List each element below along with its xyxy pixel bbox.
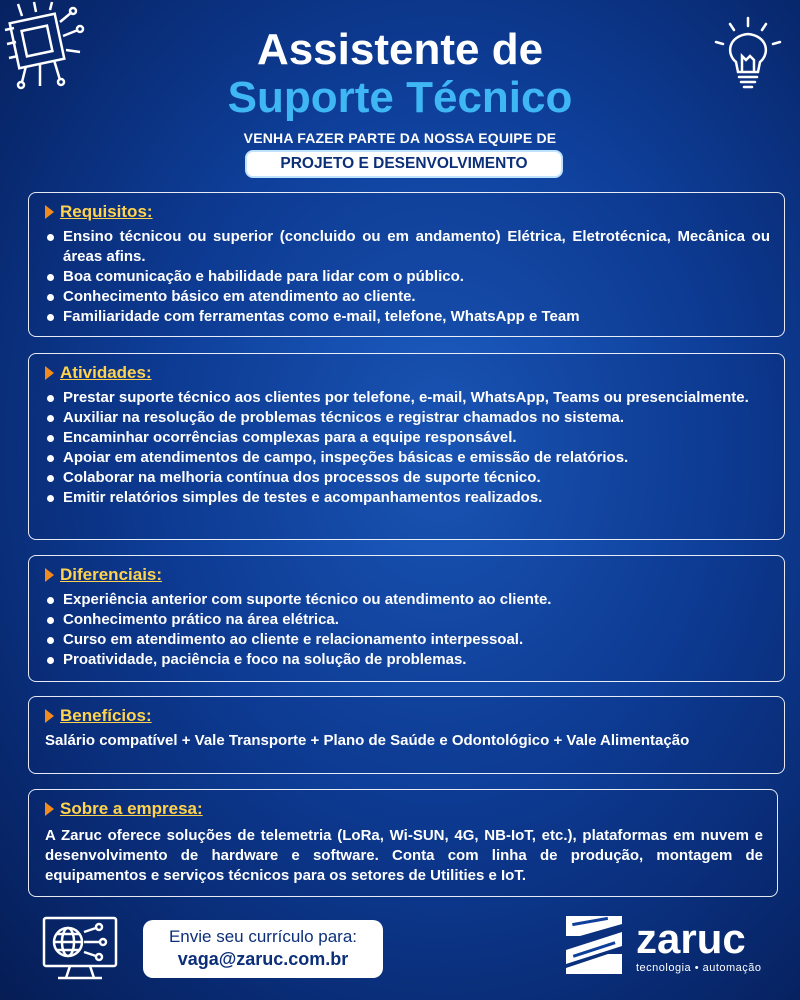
section-title: Diferenciais: bbox=[60, 565, 163, 584]
list-item: Ensino técnicou ou superior (concluido ou em andamento) Elétrica, Eletrotécnica, Mecânica ou áreas afins. bbox=[45, 227, 770, 267]
brand-name: zaruc bbox=[636, 915, 746, 962]
subtitle: VENHA FAZER PARTE DA NOSSA EQUIPE DE bbox=[243, 130, 557, 146]
benefits-text: Salário compatível + Vale Transporte + Plano de Saúde e Odontológico + Vale Alimentação bbox=[45, 732, 690, 749]
chevron-right-icon bbox=[45, 205, 54, 219]
list-item: Emitir relatórios simples de testes e acompanhamentos realizados. bbox=[45, 488, 770, 508]
chevron-right-icon bbox=[45, 802, 54, 816]
requirements-list bbox=[45, 227, 770, 327]
list-item: Familiaridade com ferramentas como e-mail, telefone, WhatsApp e Team bbox=[45, 307, 770, 327]
title-line-1: Assistente de bbox=[256, 25, 544, 74]
section-title: Sobre a empresa: bbox=[60, 799, 203, 818]
chevron-right-icon bbox=[45, 366, 54, 380]
company-text: A Zaruc oferece soluções de telemetria (LoRa, Wi-SUN, 4G, NB-IoT, etc.), plataformas em nuvem e desenvolvimento de hardware e software. Conta com linha de produção, montagem de equipamentos e serviços técnicos para os setores de Utilities e IoT. bbox=[45, 827, 763, 884]
list-item: Proatividade, paciência e foco na solução de problemas. bbox=[45, 650, 770, 670]
list-item: Boa comunicação e habilidade para lidar com o público. bbox=[45, 267, 770, 287]
cv-label: Envie seu currículo para: bbox=[168, 927, 358, 946]
list-item: Auxiliar na resolução de problemas técnicos e registrar chamados no sistema. bbox=[45, 408, 770, 428]
list-item: Curso em atendimento ao cliente e relacionamento interpessoal. bbox=[45, 630, 770, 650]
chevron-right-icon bbox=[45, 568, 54, 582]
team-badge: PROJETO E DESENVOLVIMENTO bbox=[245, 150, 563, 178]
section-beneficios bbox=[28, 696, 785, 774]
list-item: Colaborar na melhoria contínua dos processos de suporte técnico. bbox=[45, 468, 770, 488]
activities-list bbox=[45, 388, 770, 508]
chevron-right-icon bbox=[45, 709, 54, 723]
cv-email-link[interactable]: vaga@zaruc.com.br bbox=[177, 949, 349, 969]
cv-contact-box bbox=[143, 920, 383, 978]
section-requisitos bbox=[28, 192, 785, 337]
list-item: Apoiar em atendimentos de campo, inspeções básicas e emissão de relatórios. bbox=[45, 448, 770, 468]
brand-tagline: tecnologia • automação bbox=[636, 962, 762, 974]
section-title: Benefícios: bbox=[60, 706, 152, 725]
section-title: Requisitos: bbox=[60, 202, 153, 221]
list-item: Encaminhar ocorrências complexas para a equipe responsável. bbox=[45, 428, 770, 448]
page-title bbox=[0, 26, 800, 122]
globe-monitor-icon bbox=[40, 914, 120, 984]
list-item: Prestar suporte técnico aos clientes por telefone, e-mail, WhatsApp, Teams ou presencialmente. bbox=[45, 388, 770, 408]
section-empresa bbox=[28, 789, 778, 897]
list-item: Conhecimento básico em atendimento ao cliente. bbox=[45, 287, 770, 307]
section-atividades bbox=[28, 353, 785, 540]
list-item: Conhecimento prático na área elétrica. bbox=[45, 610, 770, 630]
differentials-list bbox=[45, 590, 770, 670]
section-diferenciais bbox=[28, 555, 785, 682]
title-line-2: Suporte Técnico bbox=[227, 73, 573, 122]
zaruc-logo-icon bbox=[558, 906, 630, 978]
section-title: Atividades: bbox=[60, 363, 152, 382]
list-item: Experiência anterior com suporte técnico ou atendimento ao cliente. bbox=[45, 590, 770, 610]
